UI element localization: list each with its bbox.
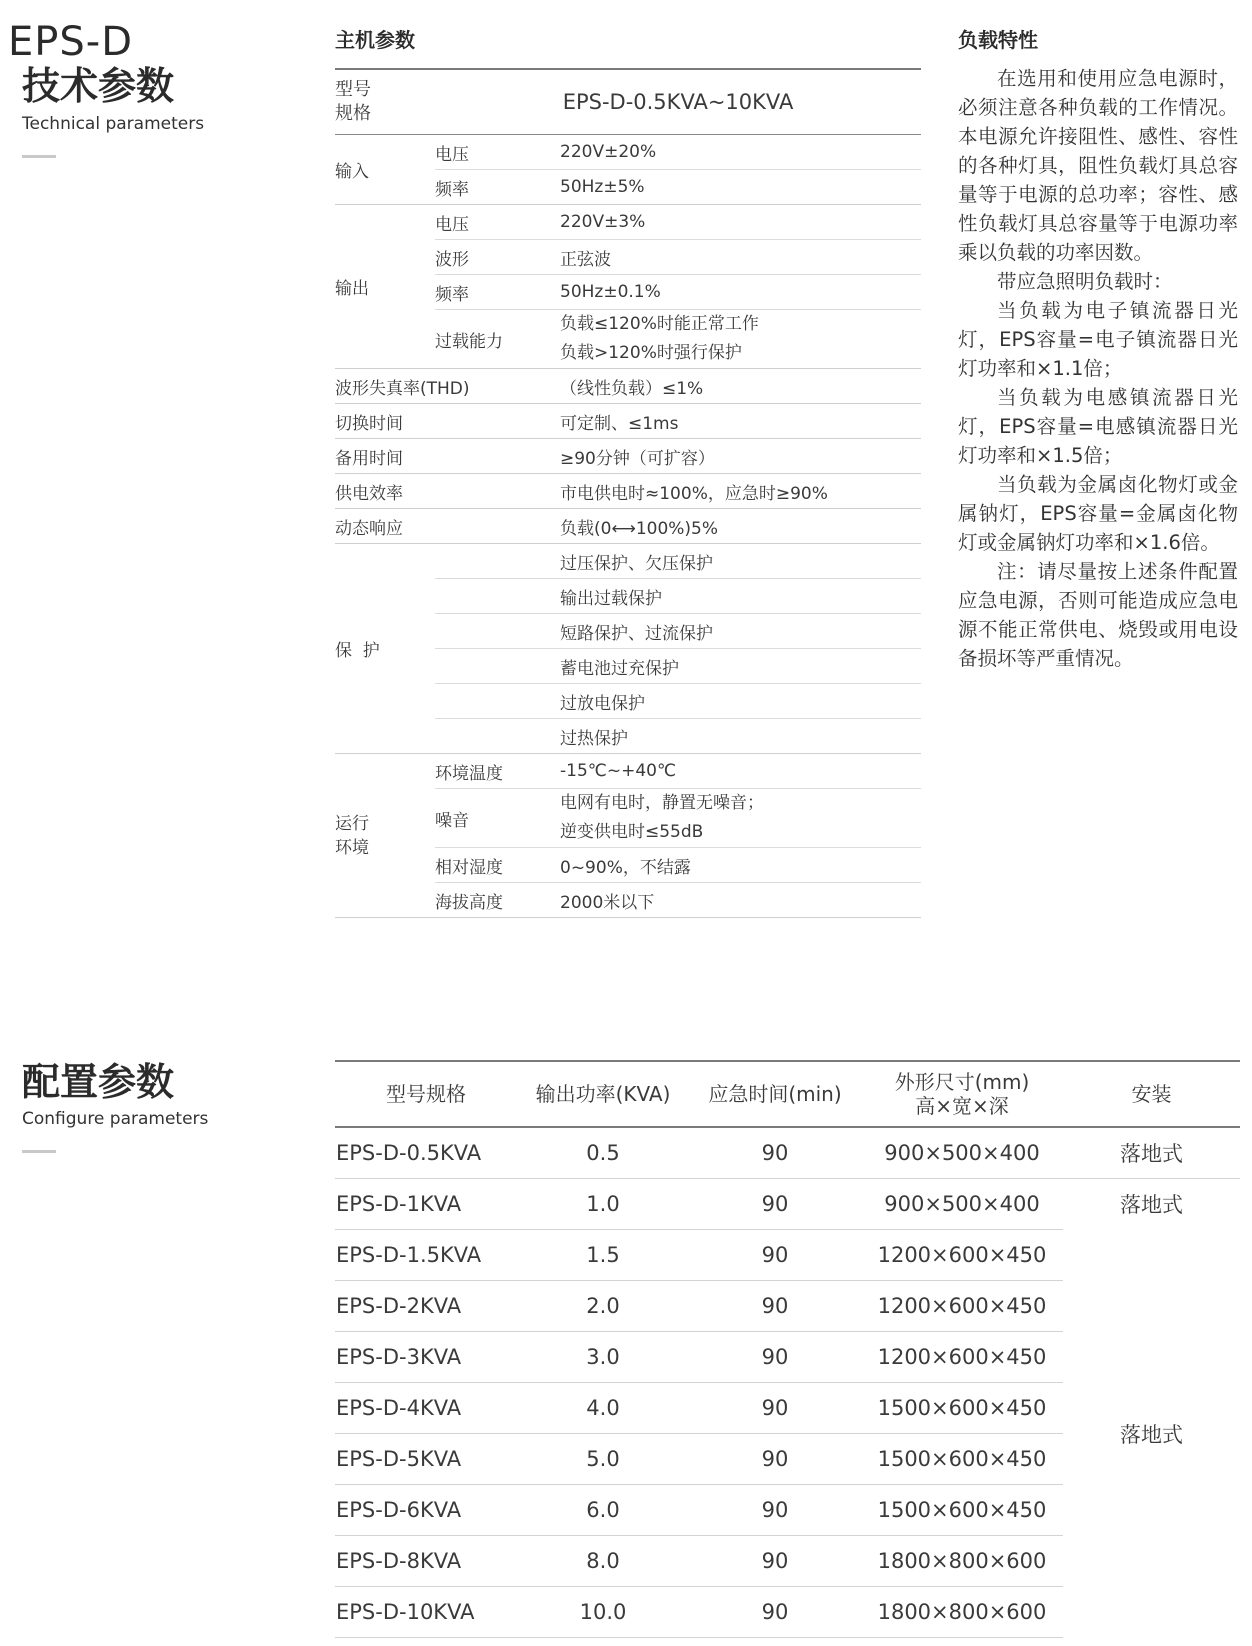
- cell-power: 10.0: [517, 1587, 689, 1638]
- model-title: EPS-D: [8, 19, 134, 65]
- altitude-value: 2000米以下: [560, 883, 921, 918]
- cell-size: 1800×800×600: [861, 1536, 1063, 1587]
- cell-time: 90: [689, 1230, 861, 1281]
- load-paragraph: 注：请尽量按上述条件配置应急电源，否则可能造成应急电源不能正常供电、烧毁或用电设备损坏等严重情况。: [958, 560, 1238, 670]
- input-voltage-label: 电压: [435, 135, 560, 170]
- dynamic-value: 负载(0⟷100%)5%: [560, 509, 921, 544]
- cell-size: 900×500×400: [861, 1127, 1063, 1179]
- protection-item: 过压保护、欠压保护: [560, 544, 921, 579]
- input-freq-value: 50Hz±5%: [560, 170, 921, 205]
- dynamic-label: 动态响应: [335, 509, 560, 544]
- switch-value: 可定制、≤1ms: [560, 404, 921, 439]
- cell-time: 90: [689, 1127, 861, 1179]
- config-header-power: 输出功率(KVA): [517, 1061, 689, 1127]
- cell-model: EPS-D-10KVA: [335, 1587, 517, 1638]
- cell-model: EPS-D-1.5KVA: [335, 1230, 517, 1281]
- section-divider: [22, 1150, 56, 1153]
- switch-label: 切换时间: [335, 404, 560, 439]
- cfg-params-title: 配置参数: [22, 1060, 175, 1104]
- humidity-label: 相对湿度: [435, 848, 560, 883]
- load-paragraph: 在选用和使用应急电源时，必须注意各种负载的工作情况。本电源允许接阻性、感性、容性的各种灯具，阻性负载灯具总容量等于电源的总功率；容性、感性负载灯具总容量等于电源功率乘以负载的功率因数。: [958, 67, 1238, 264]
- load-paragraph: 当负载为电感镇流器日光灯，EPS容量=电感镇流器日光灯功率和×1.5倍；: [958, 386, 1238, 467]
- thd-value: （线性负载）≤1%: [560, 369, 921, 404]
- humidity-value: 0~90%，不结露: [560, 848, 921, 883]
- efficiency-label: 供电效率: [335, 474, 560, 509]
- cell-time: 90: [689, 1587, 861, 1638]
- cell-size: 1500×600×450: [861, 1434, 1063, 1485]
- cell-power: 8.0: [517, 1536, 689, 1587]
- config-header-size: 外形尺寸(mm) 高×宽×深: [861, 1061, 1063, 1127]
- protection-item: 输出过载保护: [560, 579, 921, 614]
- cell-model: EPS-D-8KVA: [335, 1536, 517, 1587]
- input-freq-label: 频率: [435, 170, 560, 205]
- load-paragraph: 当负载为电子镇流器日光灯，EPS容量=电子镇流器日光灯功率和×1.1倍；: [958, 299, 1238, 380]
- cell-size: 1200×600×450: [861, 1281, 1063, 1332]
- cell-power: 4.0: [517, 1383, 689, 1434]
- spec-table: [335, 68, 921, 918]
- config-header-model: 型号规格: [335, 1061, 517, 1127]
- cell-time: 90: [689, 1536, 861, 1587]
- env-temp-label: 环境温度: [435, 754, 560, 789]
- protection-label: 保 护: [335, 544, 435, 754]
- tech-params-title: 技术参数: [22, 64, 175, 108]
- protection-item: 过放电保护: [560, 684, 921, 719]
- cell-install: 落地式: [1120, 1193, 1183, 1218]
- model-label: 型号 规格: [335, 69, 435, 135]
- cell-time: 90: [689, 1332, 861, 1383]
- cell-power: 1.0: [517, 1179, 689, 1230]
- output-freq-label: 频率: [435, 275, 560, 310]
- spec-table-wrap: [335, 68, 921, 918]
- altitude-label: 海拔高度: [435, 883, 560, 918]
- protection-item: 短路保护、过流保护: [560, 614, 921, 649]
- env-label: 运行 环境: [335, 754, 435, 918]
- output-label: 输出: [335, 205, 435, 369]
- cell-time: 90: [689, 1383, 861, 1434]
- cell-time: 90: [689, 1281, 861, 1332]
- cell-model: EPS-D-2KVA: [335, 1281, 517, 1332]
- protection-item: 过热保护: [560, 719, 921, 754]
- cell-power: 2.0: [517, 1281, 689, 1332]
- config-header-install: 安装: [1063, 1061, 1240, 1127]
- backup-value: ≥90分钟（可扩容）: [560, 439, 921, 474]
- cell-model: EPS-D-0.5KVA: [335, 1127, 517, 1179]
- table-row: [335, 1230, 1240, 1281]
- spec-heading: 主机参数: [335, 28, 415, 52]
- waveform-value: 正弦波: [560, 240, 921, 275]
- cell-model: EPS-D-6KVA: [335, 1485, 517, 1536]
- cell-size: 1200×600×450: [861, 1332, 1063, 1383]
- cell-time: 90: [689, 1485, 861, 1536]
- load-paragraph: 带应急照明负载时：: [997, 270, 1173, 293]
- output-voltage-value: 220V±3%: [560, 205, 921, 240]
- cell-power: 3.0: [517, 1332, 689, 1383]
- cfg-params-subtitle: Configure parameters: [22, 1109, 209, 1129]
- overload-value: 负载≤120%时能正常工作 负载>120%时强行保护: [560, 310, 921, 369]
- overload-label: 过载能力: [435, 310, 560, 369]
- section-divider: [22, 155, 56, 158]
- input-voltage-value: 220V±20%: [560, 135, 921, 170]
- efficiency-value: 市电供电时≈100%，应急时≥90%: [560, 474, 921, 509]
- load-heading: 负载特性: [958, 28, 1038, 52]
- tech-params-subtitle: Technical parameters: [22, 114, 205, 134]
- input-label: 输入: [335, 135, 435, 205]
- noise-label: 噪音: [435, 789, 560, 848]
- cell-size: 1800×800×600: [861, 1587, 1063, 1638]
- output-freq-value: 50Hz±0.1%: [560, 275, 921, 310]
- cell-model: EPS-D-5KVA: [335, 1434, 517, 1485]
- cell-size: 1200×600×450: [861, 1230, 1063, 1281]
- protection-item: 蓄电池过充保护: [560, 649, 921, 684]
- cell-power: 1.5: [517, 1230, 689, 1281]
- cell-install-merged: 落地式: [1120, 1422, 1183, 1447]
- cell-power: 0.5: [517, 1127, 689, 1179]
- model-range: EPS-D-0.5KVA~10KVA: [435, 69, 921, 135]
- table-row: [335, 1179, 1240, 1230]
- output-voltage-label: 电压: [435, 205, 560, 240]
- noise-value: 电网有电时，静置无噪音； 逆变供电时≤55dB: [560, 789, 921, 848]
- cell-time: 90: [689, 1434, 861, 1485]
- load-paragraph: 当负载为金属卤化物灯或金属钠灯，EPS容量=金属卤化物灯或金属钠灯功率和×1.6倍。: [958, 473, 1238, 554]
- config-table: [335, 1060, 1240, 1638]
- cell-time: 90: [689, 1179, 861, 1230]
- load-description: [958, 64, 1238, 673]
- config-header-time: 应急时间(min): [689, 1061, 861, 1127]
- cell-power: 6.0: [517, 1485, 689, 1536]
- env-temp-value: -15℃~+40℃: [560, 754, 921, 789]
- backup-label: 备用时间: [335, 439, 560, 474]
- table-row: [335, 1127, 1240, 1179]
- cell-model: EPS-D-1KVA: [335, 1179, 517, 1230]
- cell-install: 落地式: [1063, 1127, 1240, 1179]
- cell-size: 1500×600×450: [861, 1485, 1063, 1536]
- waveform-label: 波形: [435, 240, 560, 275]
- thd-label: 波形失真率(THD): [335, 369, 560, 404]
- config-table-wrap: [335, 1060, 1240, 1638]
- cell-size: 1500×600×450: [861, 1383, 1063, 1434]
- cell-power: 5.0: [517, 1434, 689, 1485]
- cell-model: EPS-D-3KVA: [335, 1332, 517, 1383]
- cell-size: 900×500×400: [861, 1179, 1063, 1230]
- cell-model: EPS-D-4KVA: [335, 1383, 517, 1434]
